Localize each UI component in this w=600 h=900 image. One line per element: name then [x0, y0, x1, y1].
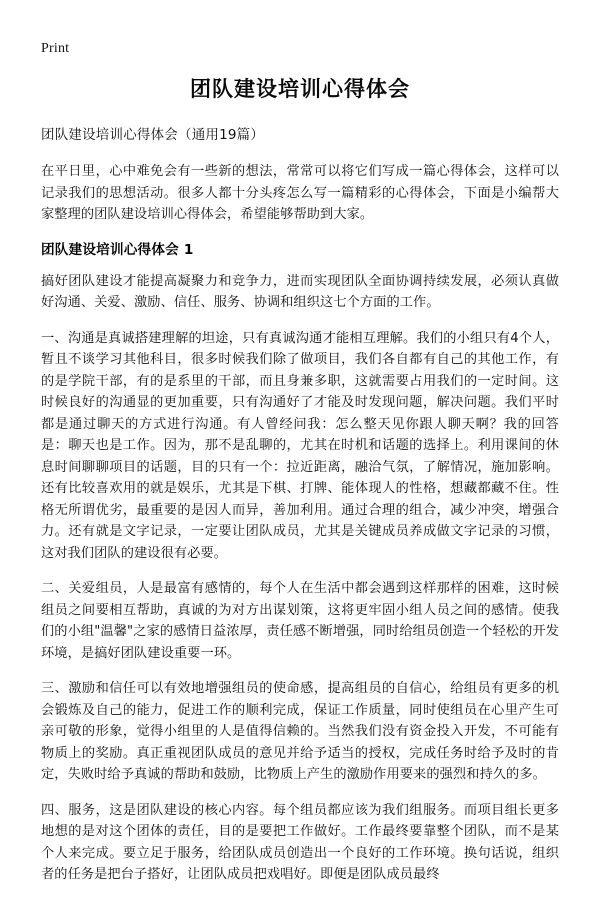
body-paragraph-4: 四、服务，这是团队建设的核心内容。每个组员都应该为我们组服务。而项目组长更多地想的是对这个团体的责任，目的是要把工作做好。工作最终要靠整个团队，而不是某个人来完成。要立足于服务，给团队成员创造出一个良好的工作环境。换句话说，组织者的任务是把台子搭好，让团队成员把戏唱好。即便是团队成员最终	[41, 802, 559, 882]
body-paragraph-2: 二、关爱组员，人是最富有感情的，每个人在生活中都会遇到这样那样的困难，这时候组员之间要相互帮助，真诚的为对方出谋划策，这将更牢固小组人员之间的感情。使我们的小组"温馨"之家的感情日益浓厚，责任感不断增强，同时给组员创造一个轻松的开发环境，是搞好团队建设重要一环。	[41, 581, 559, 661]
intro-paragraph: 在平日里，心中难免会有一些新的想法，常常可以将它们写成一篇心得体会，这样可以记录我们的思想活动。很多人都十分头疼怎么写一篇精彩的心得体会，下面是小编帮大家整理的团队建设培训心得体会，希望能够帮助到大家。	[41, 164, 559, 222]
document-content	[41, 75, 559, 900]
body-paragraph-3: 三、激励和信任可以有效地增强组员的使命感，提高组员的自信心，给组员有更多的机会锻炼及自己的能力，促进工作的顺利完成，保证工作质量，同时使组员在心里产生可亲可敬的形象，觉得小组里的人是值得信赖的。当然我们没有资金投入开发，不可能有物质上的奖励。真正重视团队成员的意见并给予适当的授权，完成任务时给予及时的肯定，失败时给予真诚的帮助和鼓励，比物质上产生的激励作用要来的强烈和持久的多。	[41, 681, 559, 782]
body-paragraph-1: 一、沟通是真诚搭建理解的坦途，只有真诚沟通才能相互理解。我们的小组只有4个人，暂且不谈学习其他科目，很多时候我们除了做项目，我们各自都有自己的其他工作，有的是学院干部，有的是系里的干部，而且身兼多职，这就需要占用我们的一定时间。这时候良好的沟通显的更加重要，只有沟通好了才能及时发现问题，解决问题。我们平时都是通过聊天的方式进行沟通。有人曾经问我：怎么整天见你跟人聊天啊？我的回答是：聊天也是工作。因为，那不是乱聊的，尤其在时机和话题的选择上。利用课间的休息时间聊聊项目的话题，目的只有一个：拉近距离，融洽气氛，了解情况，施加影响。还有比较喜欢用的就是娱乐，尤其是下棋、打牌、能体现人的性格，想藏都藏不住。性格无所谓优劣，最重要的是因人而异，善加利用。通过合理的组合，减少冲突，增强合力。还有就是文字记录，一定要让团队成员，尤其是关键成员养成做文字记录的习惯，这对我们团队的建设很有必要。	[41, 330, 559, 561]
print-button[interactable]: Print	[41, 41, 70, 56]
lead-paragraph: 搞好团队建设才能提高凝聚力和竞争力，进而实现团队全面协调持续发展，必须认真做好沟通、关爱、激励、信任、服务、协调和组织这七个方面的工作。	[41, 273, 559, 310]
page-title: 团队建设培训心得体会	[190, 77, 410, 101]
section-heading-1: 团队建设培训心得体会 1	[41, 241, 194, 258]
document-subtitle: 团队建设培训心得体会（通用19篇）	[41, 127, 265, 143]
